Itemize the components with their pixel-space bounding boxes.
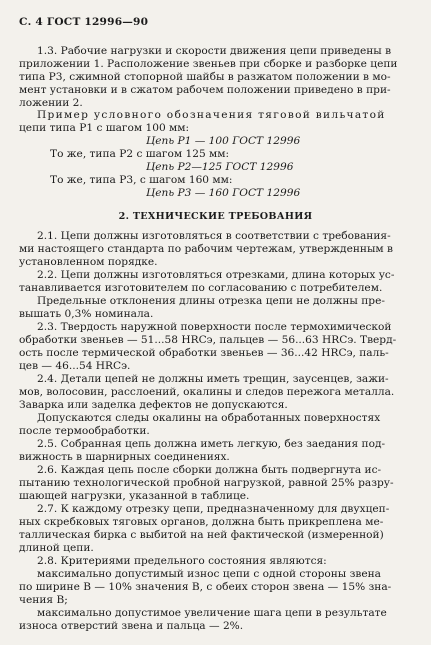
paragraph-line: ость после термической обработки звеньев — 36...42 HRCэ, паль- — [19, 347, 389, 359]
designation-formula: Цепь Р1 — 100 ГОСТ 12996 — [146, 135, 301, 147]
paragraph-line: обработки звеньев — 51...58 HRCэ, пальцев — 56...63 HRCэ. Тверд- — [19, 334, 397, 346]
page-header: С. 4 ГОСТ 12996—90 — [19, 16, 149, 28]
paragraph-line: приложении 1. Расположение звеньев при сборке и разборке цепи — [19, 58, 398, 70]
designation-formula: Цепь Р3 — 160 ГОСТ 12996 — [146, 187, 301, 199]
paragraph-line: 1.3. Рабочие нагрузки и скорости движения цепи приведены в — [37, 45, 392, 57]
paragraph-line: 2.2. Цепи должны изготовляться отрезками, длина которых ус- — [37, 269, 395, 281]
paragraph-line: 2.3. Твердость наружной поверхности после термохимической — [37, 321, 392, 333]
paragraph-line: Допускаются следы окалины на обработанных поверхностях — [37, 412, 381, 424]
paragraph-line: мент установки и в сжатом рабочем положении приведено в при- — [19, 84, 391, 96]
paragraph-line: 2.6. Каждая цепь после сборки должна быть подвергнута ис- — [37, 464, 382, 476]
paragraph-line: вышать 0,3% номинала. — [19, 308, 154, 320]
paragraph-line: 2.5. Собранная цепь должна иметь легкую, без заедания под- — [37, 438, 386, 450]
paragraph-line: типа Р3, сжимной стопорной шайбы в разжатом положении в мо- — [19, 71, 391, 83]
paragraph-line: 2.7. К каждому отрезку цепи, предназначенному для двухцеп- — [37, 503, 390, 515]
paragraph-line: мов, волосовин, расслоений, окалины и следов пережога металла. — [19, 386, 395, 398]
paragraph-line: Пример условного обозначения тяговой вильчатой — [37, 109, 386, 121]
paragraph-line: вижность в шарнирных соединениях. — [19, 451, 230, 463]
paragraph-line: после термообработки. — [19, 425, 150, 437]
paragraph-line: установленном порядке. — [19, 256, 158, 268]
paragraph-line: цев — 46...54 HRCэ. — [19, 360, 131, 372]
paragraph-line: 2.1. Цепи должны изготовляться в соответствии с требования- — [37, 230, 391, 242]
paragraph-line: максимально допустимый износ цепи с одной стороны звена — [37, 568, 381, 580]
paragraph-line: ных скребковых тяговых органов, должна быть прикреплена ме- — [19, 516, 384, 528]
paragraph-line: То же, типа Р3, с шагом 160 мм: — [50, 174, 233, 186]
paragraph-line: износа отверстий звена и пальца — 2%. — [19, 620, 244, 632]
paragraph-line: 2.8. Критериями предельного состояния являются: — [37, 555, 327, 567]
paragraph-line: цепи типа Р1 с шагом 100 мм: — [19, 122, 190, 134]
paragraph-line: 2.4. Детали цепей не должны иметь трещин, заусенцев, зажи- — [37, 373, 389, 385]
designation-formula: Цепь Р2—125 ГОСТ 12996 — [146, 161, 294, 173]
paragraph-line: Предельные отклонения длины отрезка цепи не должны пре- — [37, 295, 385, 307]
paragraph-line: по ширине В — 10% значения В, с обеих сторон звена — 15% зна- — [19, 581, 392, 593]
paragraph-line: Заварка или заделка дефектов не допускаются. — [19, 399, 288, 411]
paragraph-line: пытанию технологической пробной нагрузкой, равной 25% разру- — [19, 477, 394, 489]
paragraph-line: таллическая бирка с выбитой на ней фактической (измеренной) — [19, 529, 384, 541]
paragraph-line: длиной цепи. — [19, 542, 94, 554]
paragraph-line: чения В; — [19, 594, 68, 606]
paragraph-line: шающей нагрузки, указанной в таблице. — [19, 490, 250, 502]
section-heading: 2. ТЕХНИЧЕСКИЕ ТРЕБОВАНИЯ — [118, 211, 313, 222]
paragraph-line: максимально допустимое увеличение шага цепи в результате — [37, 607, 387, 619]
paragraph-line: То же, типа Р2 с шагом 125 мм: — [50, 148, 230, 160]
paragraph-line: танавливается изготовителем по согласованию с потребителем. — [19, 282, 383, 294]
paragraph-line: ложении 2. — [19, 97, 83, 109]
paragraph-line: ми настоящего стандарта по рабочим чертежам, утвержденным в — [19, 243, 393, 255]
